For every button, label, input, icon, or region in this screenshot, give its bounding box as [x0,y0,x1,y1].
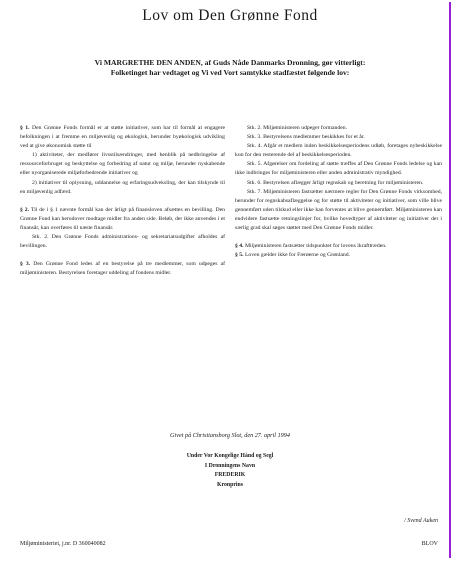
document-title: Lov om Den Grønne Fond [142,7,318,24]
preamble [40,58,420,78]
section-4-text: Miljøministeren fastsætter tidspunktet for lovens ikrafttræden. [244,243,387,250]
section-2 [20,206,225,233]
signature-line-4: Kronprins [217,481,243,488]
signature-line-2: I Dronningens Navn [204,462,256,469]
preamble-line-2: Folketinget har vedtaget og Vi ved Vort samtykke stadfæstet følgende lov: [110,68,350,77]
section-3-stk-3: Stk. 3. Bestyrelsens medlemmer beskikkes for et år. [247,134,365,141]
section-4-label: § 4. [235,243,244,250]
section-4 [235,242,442,251]
section-3 [20,260,225,278]
section-5 [235,251,442,260]
preamble-line-1: Vi MARGRETHE DEN ANDEN, af Guds Nåde Danmarks Dronning, gør vitterligt: [94,58,366,67]
section-1-text: Den Grønne Fonds formål er at støtte initiativer, som har til formål at engagere befolkningen i at fremme en miljøvenlig og økologisk, herunder byøkologisk udvikling ved at give økonomisk støtte til [20,125,226,150]
section-2-label: § 2. [20,206,30,213]
section-1-label: § 1. [20,125,30,131]
section-1-item-2: 2) initiativer til oplysning, uddannelse og erfaringsudveksling, der kan tilskynde til en miljøvenlig adfærd. [20,179,225,195]
section-1 [20,124,225,151]
section-3-stk-6: Stk. 6. Bestyrelsen aflægger årligt regnskab og beretning for miljøministeren. [247,179,424,186]
signed-place-date: Givet på Christiansborg Slot, den 27. april 1994 [170,432,290,439]
section-3-stk-4: Stk. 4. Afgår et medlem inden beskikkelsesperiodens udløb, foretages nybeskikkelse kun for den resterende del af beskikkelsesperioden. [235,143,442,159]
section-1-item-1: 1) aktiviteter, der medfører livsstilsændringer, med henblik på nedbringelse af ressourceforbruget og beskyttelse og forbedring af natur og miljø, herunder nyskabende eller nyorganiserede miljøforbedrende initiativer og [20,152,225,177]
section-5-label: § 5. [235,252,244,259]
section-3-label: § 3. [20,261,31,268]
signature-line-1: Under Vor Kongelige Hånd og Segl [186,453,274,459]
section-3-text: Den Grønne Fond ledes af en bestyrelse på tre medlemmer, som udpeges af miljøministeren. Bestyrelsen foretager uddeling af fondens midler. [20,261,226,277]
section-2-text: Til de i § 1 nævnte formål kan der årligt på finansloven afsættes en bevilling. Den Grønne Fond kan herudover modtage midler fra anden side. Beløb, der ikke anvendes i et finansår, kan overføres til næste finansår. [20,206,225,231]
section-2-stk-2: Stk. 2. Den Grønne Fonds administrations- og sekretariatsudgifter afholdes af bevillingen. [20,234,225,250]
footer-code: BLOV [421,541,438,547]
left-column [20,124,225,278]
countersignature: / Svend Auken [404,518,438,524]
section-3-stk-5: Stk. 5. Afgørelser om fordeling af støtte træffes af Den Grønne Fonds ledelse og kan ikke indbringes for miljøministeren eller anden administrativ myndighed. [235,161,442,177]
section-3-stk-2: Stk. 2. Miljøministeren udpeger formanden. [247,125,347,131]
signature-line-3: FREDERIK [214,472,246,479]
section-5-text: Loven gælder ikke for Færøerne og Grønland. [244,252,350,259]
footer-reference: Miljøministeriet, j.nr. D 360040082 [20,541,106,547]
signature-block [0,452,460,490]
section-3-stk-7: Stk. 7. Miljøministeren fastsætter nærmere regler for Den Grønne Fonds virksomhed, herunder for regnskabsaflæggelse og for støtte til aktiviteter og initiativer, som ville blive gennemført uden tilskud eller ikke kan forventes at blive gennemført. Miljøministeren kan endvidere fastsætte retningslinjer for, hvilke hovedtyper af aktiviteter og initiativer der i særlig grad skal søges støttet med Den Grønne Fonds midler. [235,188,442,232]
right-column [235,124,442,260]
